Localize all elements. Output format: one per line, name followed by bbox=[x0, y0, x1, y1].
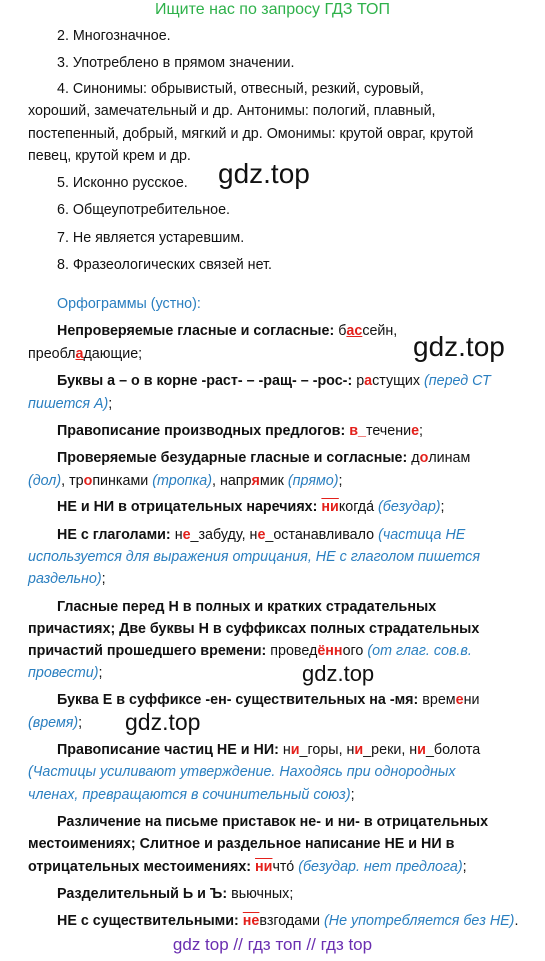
orthogram-4: Проверяемые безударные гласные и согласные: долинам bbox=[57, 450, 471, 466]
list-item: 7. Не является устаревшим. bbox=[57, 230, 245, 246]
orthogram-6-cont: используется для выражения отрицания, НЕ с глаголом пишется bbox=[28, 549, 480, 565]
orthogram-label: Правописание частиц НЕ и НИ: bbox=[57, 742, 279, 758]
orthogram-12: НЕ с существительными: невзгодами (Не употребляется без НЕ). bbox=[57, 913, 519, 929]
watermark-text: gdz.top bbox=[218, 158, 310, 189]
list-item: 5. Исконно русское. bbox=[57, 175, 188, 191]
orthogram-1-cont: преобладающие; bbox=[28, 346, 143, 362]
orthogram-7-label: Гласные перед Н в полных и кратких страдательных bbox=[57, 599, 437, 615]
list-item: 8. Фразеологических связей нет. bbox=[57, 257, 272, 273]
orthogram-9-cont: (Частицы усиливают утверждение. Находясь при однородных bbox=[28, 764, 456, 780]
watermark-text: gdz.top bbox=[302, 661, 375, 686]
orthogram-label: Непроверяемые гласные и согласные: bbox=[57, 323, 335, 339]
list-item: 3. Употреблено в прямом значении. bbox=[57, 55, 295, 71]
orthogram-8-cont: (время); bbox=[28, 715, 83, 731]
orthogram-5: НЕ и НИ в отрицательных наречиях: никогда́ (безудар); bbox=[57, 499, 445, 515]
orthogram-3: Правописание производных предлогов: в_течение; bbox=[57, 423, 424, 439]
orthogram-9-cont: членах, превращаются в сочинительный союз); bbox=[28, 787, 355, 803]
list-item: 6. Общеупотребительное. bbox=[57, 202, 231, 218]
list-item: певец, крутой крем и др. bbox=[28, 148, 191, 164]
footer: gdz top // гдз топ // гдз top bbox=[172, 935, 373, 954]
top-banner: Ищите нас по запросу ГДЗ ТОП bbox=[155, 1, 390, 18]
orthogram-4-cont: (дол), тропинками (тропка), напрямик (прямо); bbox=[28, 473, 343, 489]
orthogram-7-cont: провести); bbox=[28, 665, 103, 681]
orthogram-11: Разделительный Ь и Ъ: вьючных; bbox=[57, 886, 294, 902]
orthogram-label: НЕ с существительными: bbox=[57, 913, 239, 929]
watermark-text: gdz.top bbox=[125, 709, 201, 735]
section-title: Орфограммы (устно): bbox=[57, 296, 201, 312]
orthogram-label: Разделительный Ь и Ъ: bbox=[57, 886, 228, 902]
orthogram-label: Проверяемые безударные гласные и согласные: bbox=[57, 450, 408, 466]
orthogram-8: Буква Е в суффиксе -ен- существительных на -мя: времени bbox=[57, 692, 480, 708]
orthogram-label: НЕ и НИ в отрицательных наречиях: bbox=[57, 499, 318, 515]
list-item: постепенный, добрый, мягкий и др. Омонимы: крутой овраг, крутой bbox=[28, 126, 474, 142]
orthogram-label: НЕ с глаголами: bbox=[57, 527, 171, 543]
orthogram-label: Правописание производных предлогов: bbox=[57, 423, 346, 439]
orthogram-6: НЕ с глаголами: не_забуду, не_останавливало (частица НЕ bbox=[57, 527, 466, 543]
watermark-text: gdz.top bbox=[413, 331, 505, 362]
orthogram-10: отрицательных местоимениях: ничто́ (безудар. нет предлога); bbox=[28, 859, 467, 875]
orthogram-7: причастий прошедшего времени: проведённого (от глаг. сов.в. bbox=[28, 643, 472, 659]
orthogram-7-label: причастиях; Две буквы Н в суффиксах полных страдательных bbox=[28, 621, 480, 637]
orthogram-1: Непроверяемые гласные и согласные: бассейн, bbox=[57, 323, 398, 339]
orthogram-label: Буква Е в суффиксе -ен- существительных на -мя: bbox=[57, 692, 419, 708]
orthogram-2-cont: пишется А); bbox=[28, 396, 113, 412]
orthogram-9: Правописание частиц НЕ и НИ: ни_горы, ни_реки, ни_болота bbox=[57, 742, 481, 758]
orthogram-10-label: местоимениях; Слитное и раздельное написание НЕ и НИ в bbox=[28, 836, 455, 852]
orthogram-10-label: Различение на письме приставок не- и ни- в отрицательных bbox=[57, 814, 489, 830]
orthogram-label: Буквы а – о в корне -раст- – -ращ- – -рос-: bbox=[57, 373, 353, 389]
orthogram-2: Буквы а – о в корне -раст- – -ращ- – -рос-: растущих (перед СТ bbox=[57, 373, 491, 389]
orthogram-6-cont: раздельно); bbox=[28, 571, 106, 587]
list-item: 2. Многозначное. bbox=[57, 28, 171, 44]
list-item: хороший, замечательный и др. Антонимы: пологий, плавный, bbox=[28, 103, 436, 119]
list-item: 4. Синонимы: обрывистый, отвесный, резкий, суровый, bbox=[57, 81, 424, 97]
